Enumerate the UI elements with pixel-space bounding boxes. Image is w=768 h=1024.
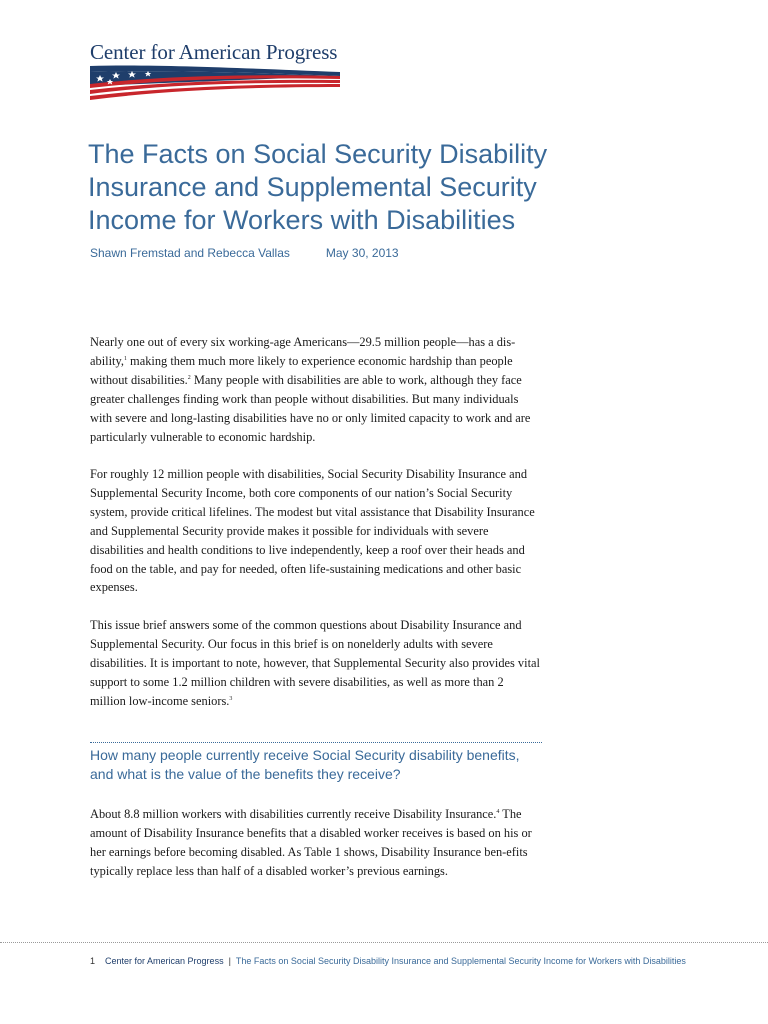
page-number: 1	[90, 956, 96, 966]
footnote-ref-4[interactable]: 4	[496, 808, 500, 815]
paragraph-4	[90, 805, 542, 881]
footnote-ref-1[interactable]: 1	[123, 355, 127, 362]
byline-date: May 30, 2013	[325, 246, 399, 260]
document-title	[88, 138, 568, 237]
paragraph-3	[90, 616, 542, 711]
title-line-3: Income for Workers with Disabilities	[88, 205, 516, 235]
flag-logo-icon	[90, 62, 340, 102]
byline	[90, 246, 399, 260]
title-line-2: Insurance and Supplemental Security	[88, 172, 537, 202]
paragraph-3-text: This issue brief answers some of the common questions about Disability Insurance and Supplemental Security. Our focus in this brief is on nonelderly adults with severe disabilities. It is important to note, however, that Supplemental Security also provides vital support to some 1.2 million children with severe disabilities, as well as more than 2 million low-income seniors.	[90, 618, 540, 708]
footer-document-title: The Facts on Social Security Disability Insurance and Supplemental Security Income for Workers with Disabilities	[235, 956, 686, 966]
paragraph-4-text-b: The amount of Disability Insurance benefits that a disabled worker receives is based on his or her earnings before becoming disabled. As Table 1 shows, Disability Insurance ben-efits typically replace less than half of a disabled worker’s previous earnings.	[90, 807, 532, 878]
paragraph-1-text-c: Many people with disabilities are able to work, although they face greater challenges finding work than people without disabilities. But many individuals with severe and long-lasting disabilities have no or only limited capacity to work and are particularly vulnerable to economic hardship.	[90, 372, 531, 444]
paragraph-1	[90, 333, 542, 446]
footer-divider	[0, 942, 768, 943]
page-footer	[90, 956, 686, 966]
paragraph-4-text-a: About 8.8 million workers with disabilities currently receive Disability Insurance.	[90, 807, 497, 821]
logo-org-name: Center for American Progress	[90, 40, 338, 64]
byline-authors: Shawn Fremstad and Rebecca Vallas	[90, 246, 290, 260]
paragraph-2: For roughly 12 million people with disabilities, Social Security Disability Insurance and Supplemental Security Income, both core components of our nation’s Social Security system, provide critical lifelines. The modest but vital assistance that Disability Insurance and Supplemental Security provide makes it possible for individuals with severe disabilities and health conditions to live independently, keep a roof over their heads and food on the table, and pay for needed, often life-sustaining medications and other basic expenses.	[90, 467, 535, 595]
footer-org-name: Center for American Progress	[105, 956, 224, 966]
title-line-1: The Facts on Social Security Disability	[88, 139, 548, 169]
paragraph-1-text-b: making them much more likely to experience economic hardship than people without disabilities.	[90, 353, 513, 387]
footer-separator: |	[228, 956, 231, 966]
paragraph-1-text-a: Nearly one out of every six working-age Americans—29.5 million people—has a dis-ability,	[90, 335, 516, 368]
section-divider	[90, 742, 542, 743]
footnote-ref-3[interactable]: 3	[229, 695, 233, 702]
footnote-ref-2[interactable]: 2	[187, 374, 191, 381]
cap-logo	[90, 40, 350, 102]
section-heading: How many people currently receive Social Security disability benefits, and what is the value of the benefits they receive?	[90, 747, 520, 782]
